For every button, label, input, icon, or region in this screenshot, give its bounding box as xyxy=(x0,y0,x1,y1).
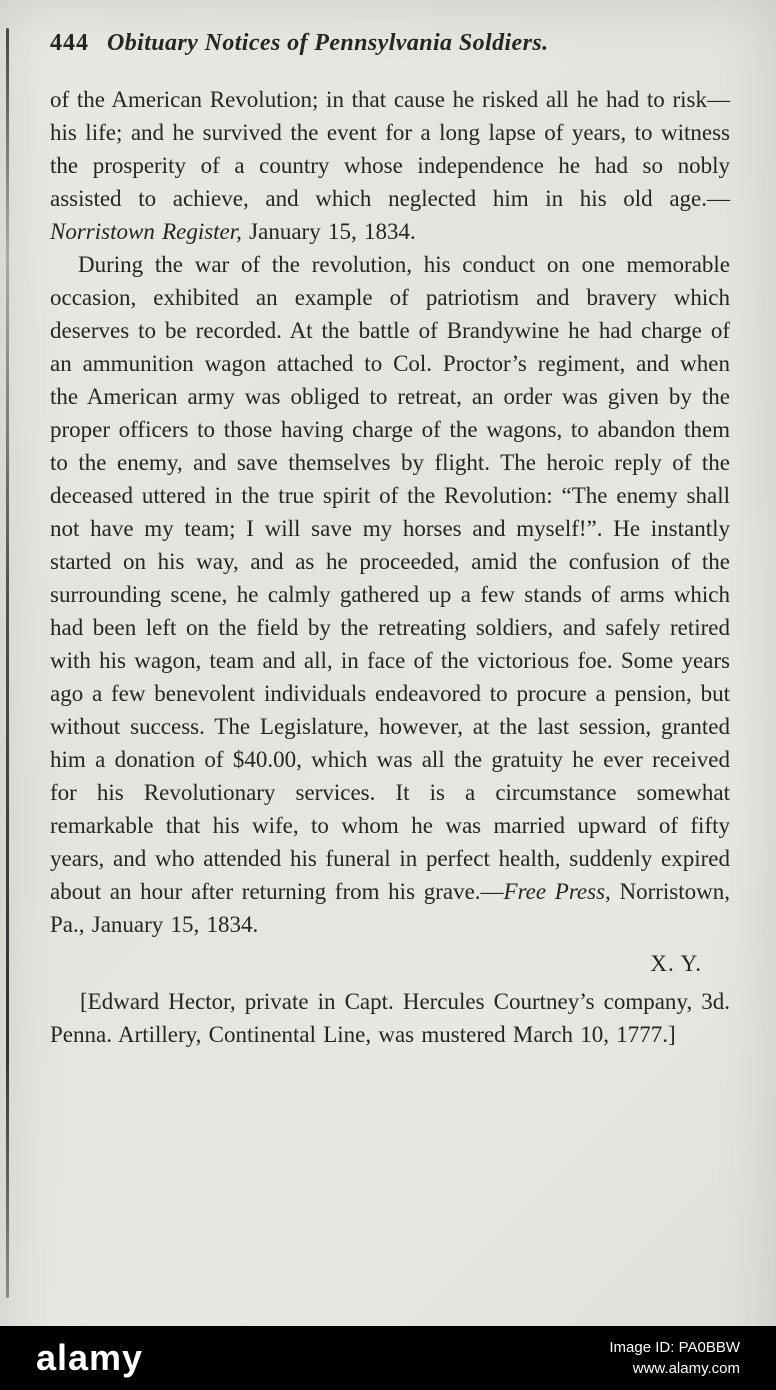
text-segment: Norristown Register, xyxy=(50,219,242,244)
watermark-meta xyxy=(609,1337,740,1379)
text-segment: of the American Revolution; in that cause he risked all he had to risk—his life; and he survived the event for a long lapse of years, to witness the prosperity of a country whose independence he had so nobly assisted to achieve, and which neglected him in his old age.— xyxy=(50,87,730,211)
text-segment: January 15, 1834. xyxy=(241,219,416,244)
scan-edge-artifact xyxy=(6,28,9,1298)
paragraph xyxy=(50,83,730,248)
running-title: Obituary Notices of Pennsylvania Soldiers. xyxy=(107,30,549,56)
signature: X. Y. xyxy=(650,951,702,976)
body-paragraphs xyxy=(50,83,730,941)
page-header xyxy=(50,30,730,57)
image-id: Image ID: PA0BBW xyxy=(609,1339,740,1356)
editor-note: [Edward Hector, private in Capt. Hercules Courtney’s company, 3d. Penna. Artillery, Continental Line, was mustered March 10, 1777.] xyxy=(50,989,730,1047)
alamy-logo: alamy xyxy=(36,1337,144,1378)
text-segment: During the war of the revolution, his conduct on one memorable occasion, exhibited an example of patriotism and bravery which deserves to be recorded. At the battle of Brandywine he had charge of an ammunition wagon attached to Col. Proctor’s regiment, and when the American army was obliged to retreat, an order was given by the proper officers to those having charge of the wagons, to abandon them to the enemy, and save themselves by flight. The heroic reply of the deceased uttered in the true spirit of the Revolution: “The enemy shall not have my team; I will save my horses and myself!”. He instantly started on his way, and as he proceeded, amid the confusion of the surrounding scene, he calmly gathered up a few stands of arms which had been left on the field by the retreating soldiers, and safely retired with his wagon, team and all, in face of the victorious foe. Some years ago a few benevolent individuals endeavored to procure a pension, but without success. The Legislature, however, at the last session, granted him a donation of $40.00, which was all the gratuity he ever received for his Revolutionary services. It is a circumstance somewhat remarkable that his wife, to whom he was married upward of fifty years, and who attended his funeral in perfect health, suddenly expired about an hour after returning from his grave.— xyxy=(50,252,730,904)
text-segment: Free Press, xyxy=(503,879,611,904)
paragraph xyxy=(50,248,730,941)
page-content xyxy=(50,30,730,1074)
page-number: 444 xyxy=(50,30,89,56)
alamy-url: www.alamy.com xyxy=(632,1360,740,1377)
text-segment: Norristown, Pa., January 15, 1834. xyxy=(50,879,730,937)
watermark-bar xyxy=(0,1326,776,1390)
